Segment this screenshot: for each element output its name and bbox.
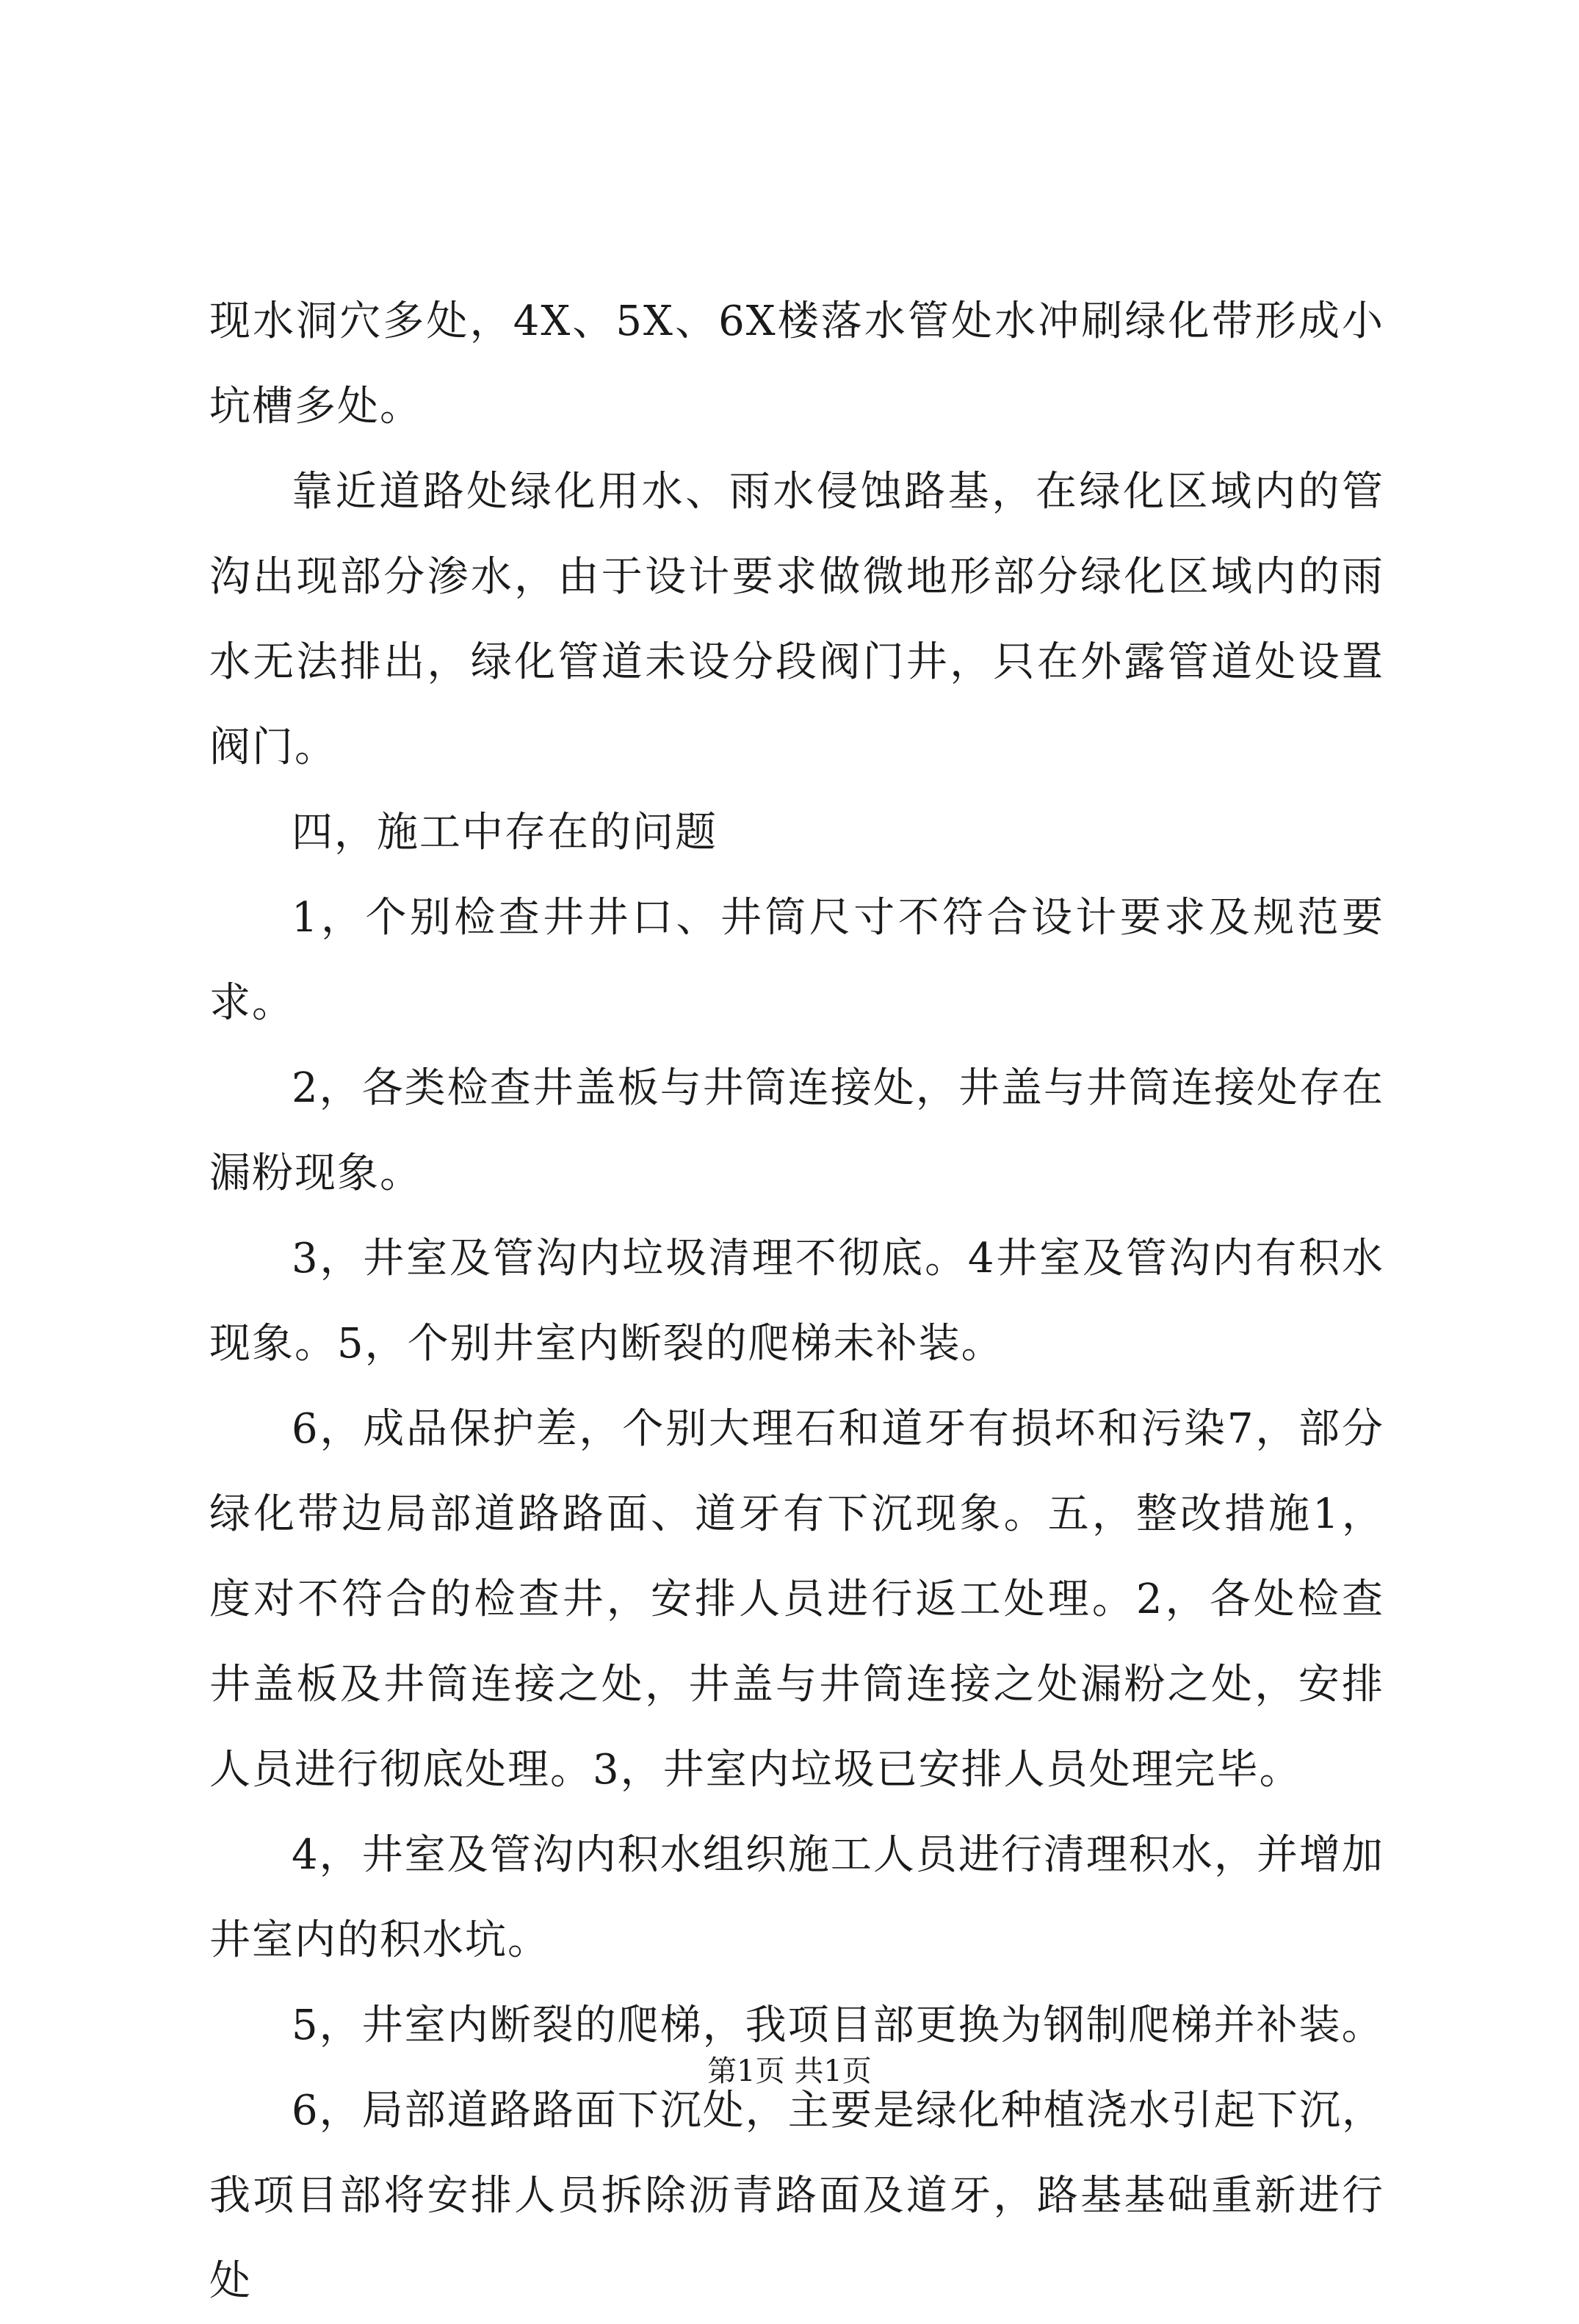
paragraph-7: 6，成品保护差，个别大理石和道牙有损坏和污染7，部分绿化带边局部道路路面、道牙有下沉现象。五，整改措施1，度对不符合的检查井，安排人员进行返工处理。2，各处检查井盖板及井筒连接之处，井盖与井筒连接之处漏粉之处，安排人员进行彻底处理。3，井室内垃圾已安排人员处理完毕。 xyxy=(209,1405,1384,1794)
paragraph-9: 5，井室内断裂的爬梯，我项目部更换为钢制爬梯并补装。 xyxy=(292,2002,1384,2049)
paragraph-5: 2，各类检查井盖板与井筒连接处，井盖与井筒连接处存在漏粉现象。 xyxy=(209,1064,1384,1197)
section-heading: 四，施工中存在的问题 xyxy=(292,809,718,856)
paragraph-8: 4，井室及管沟内积水组织施工人员进行清理积水，并增加井室内的积水坑。 xyxy=(209,1831,1384,1964)
paragraph-4: 1，个别检查井井口、井筒尺寸不符合设计要求及规范要求。 xyxy=(209,894,1384,1027)
page-footer: 第1页 共1页 xyxy=(707,2054,872,2088)
paragraph-10: 6，局部道路路面下沉处，主要是绿化种植浇水引起下沉，我项目部将安排人员拆除沥青路面及道牙，路基基础重新进行处 xyxy=(209,2087,1384,2305)
paragraph-6: 3，井室及管沟内垃圾清理不彻底。4井室及管沟内有积水现象。5，个别井室内断裂的爬梯未补装。 xyxy=(209,1235,1384,1368)
paragraph-2: 靠近道路处绿化用水、雨水侵蚀路基，在绿化区域内的管沟出现部分渗水，由于设计要求做微地形部分绿化区域内的雨水无法排出，绿化管道未设分段阀门井，只在外露管道处设置阀门。 xyxy=(209,468,1384,771)
paragraph-1: 现水洞穴多处，4X、5X、6X楼落水管处水冲刷绿化带形成小坑槽多处。 xyxy=(209,297,1384,430)
document-body xyxy=(209,279,1384,2324)
